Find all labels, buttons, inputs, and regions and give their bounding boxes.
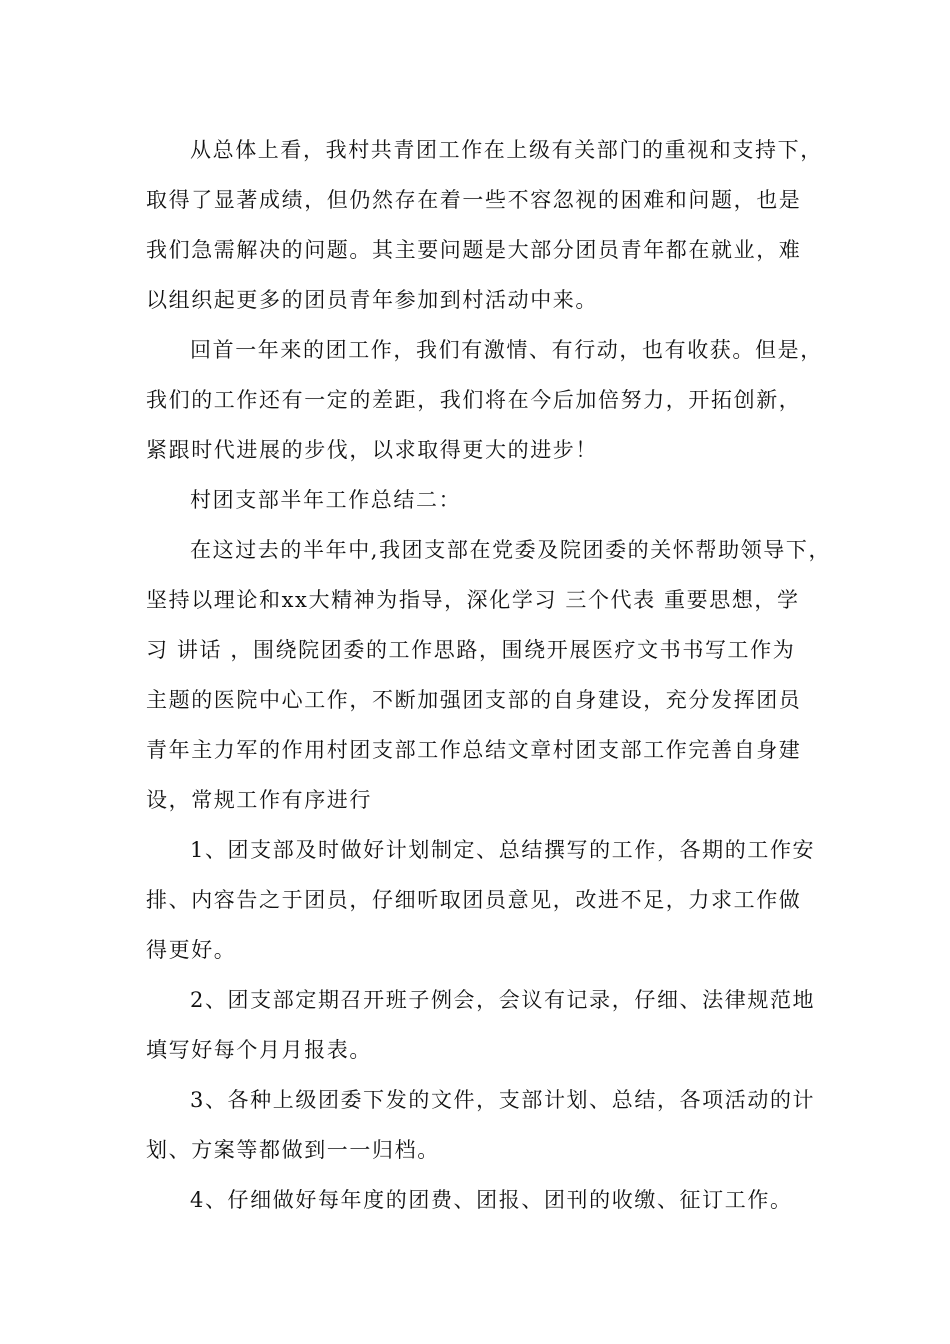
item-1-line-2: 排、内容告之于团员，仔细听取团员意见，改进不足，力求工作做 <box>146 888 802 912</box>
item-4-line-1: 4、仔细做好每年度的团费、团报、团刊的收缴、征订工作。 <box>190 1188 793 1212</box>
paragraph-4-line-6: 设，常规工作有序进行 <box>146 788 372 812</box>
paragraph-1-line-2: 取得了显著成绩，但仍然存在着一些不容忽视的困难和问题，也是 <box>146 188 802 212</box>
item-1-line-3: 得更好。 <box>146 938 237 962</box>
paragraph-4-line-2: 坚持以理论和xx大精神为指导，深化学习 三个代表 重要思想，学 <box>146 588 800 612</box>
item-2-line-2: 填写好每个月月报表。 <box>146 1038 372 1062</box>
paragraph-4-line-1: 在这过去的半年中,我团支部在党委及院团委的关怀帮助领导下， <box>190 538 832 562</box>
paragraph-2-line-1: 回首一年来的团工作，我们有激情、有行动，也有收获。但是， <box>190 338 823 362</box>
paragraph-4-line-4: 主题的医院中心工作，不断加强团支部的自身建设，充分发挥团员 <box>146 688 802 712</box>
paragraph-2-line-3: 紧跟时代进展的步伐，以求取得更大的进步！ <box>146 438 598 462</box>
paragraph-2-line-2: 我们的工作还有一定的差距，我们将在今后加倍努力，开拓创新， <box>146 388 802 412</box>
paragraph-1-line-4: 以组织起更多的团员青年参加到村活动中来。 <box>146 288 598 312</box>
item-3-line-2: 划、方案等都做到一一归档。 <box>146 1138 440 1162</box>
paragraph-4-line-3: 习 讲话 ，围绕院团委的工作思路，围绕开展医疗文书书写工作为 <box>146 638 796 662</box>
paragraph-4-line-5: 青年主力军的作用村团支部工作总结文章村团支部工作完善自身建 <box>146 738 802 762</box>
section-title: 村团支部半年工作总结二： <box>190 488 462 512</box>
item-1-line-1: 1、团支部及时做好计划制定、总结撰写的工作，各期的工作安 <box>190 838 816 862</box>
paragraph-1-line-3: 我们急需解决的问题。其主要问题是大部分团员青年都在就业，难 <box>146 238 802 262</box>
item-3-line-1: 3、各种上级团委下发的文件，支部计划、总结，各项活动的计 <box>190 1088 816 1112</box>
paragraph-1-line-1: 从总体上看，我村共青团工作在上级有关部门的重视和支持下， <box>190 138 823 162</box>
item-2-line-1: 2、团支部定期召开班子例会，会议有记录，仔细、法律规范地 <box>190 988 816 1012</box>
